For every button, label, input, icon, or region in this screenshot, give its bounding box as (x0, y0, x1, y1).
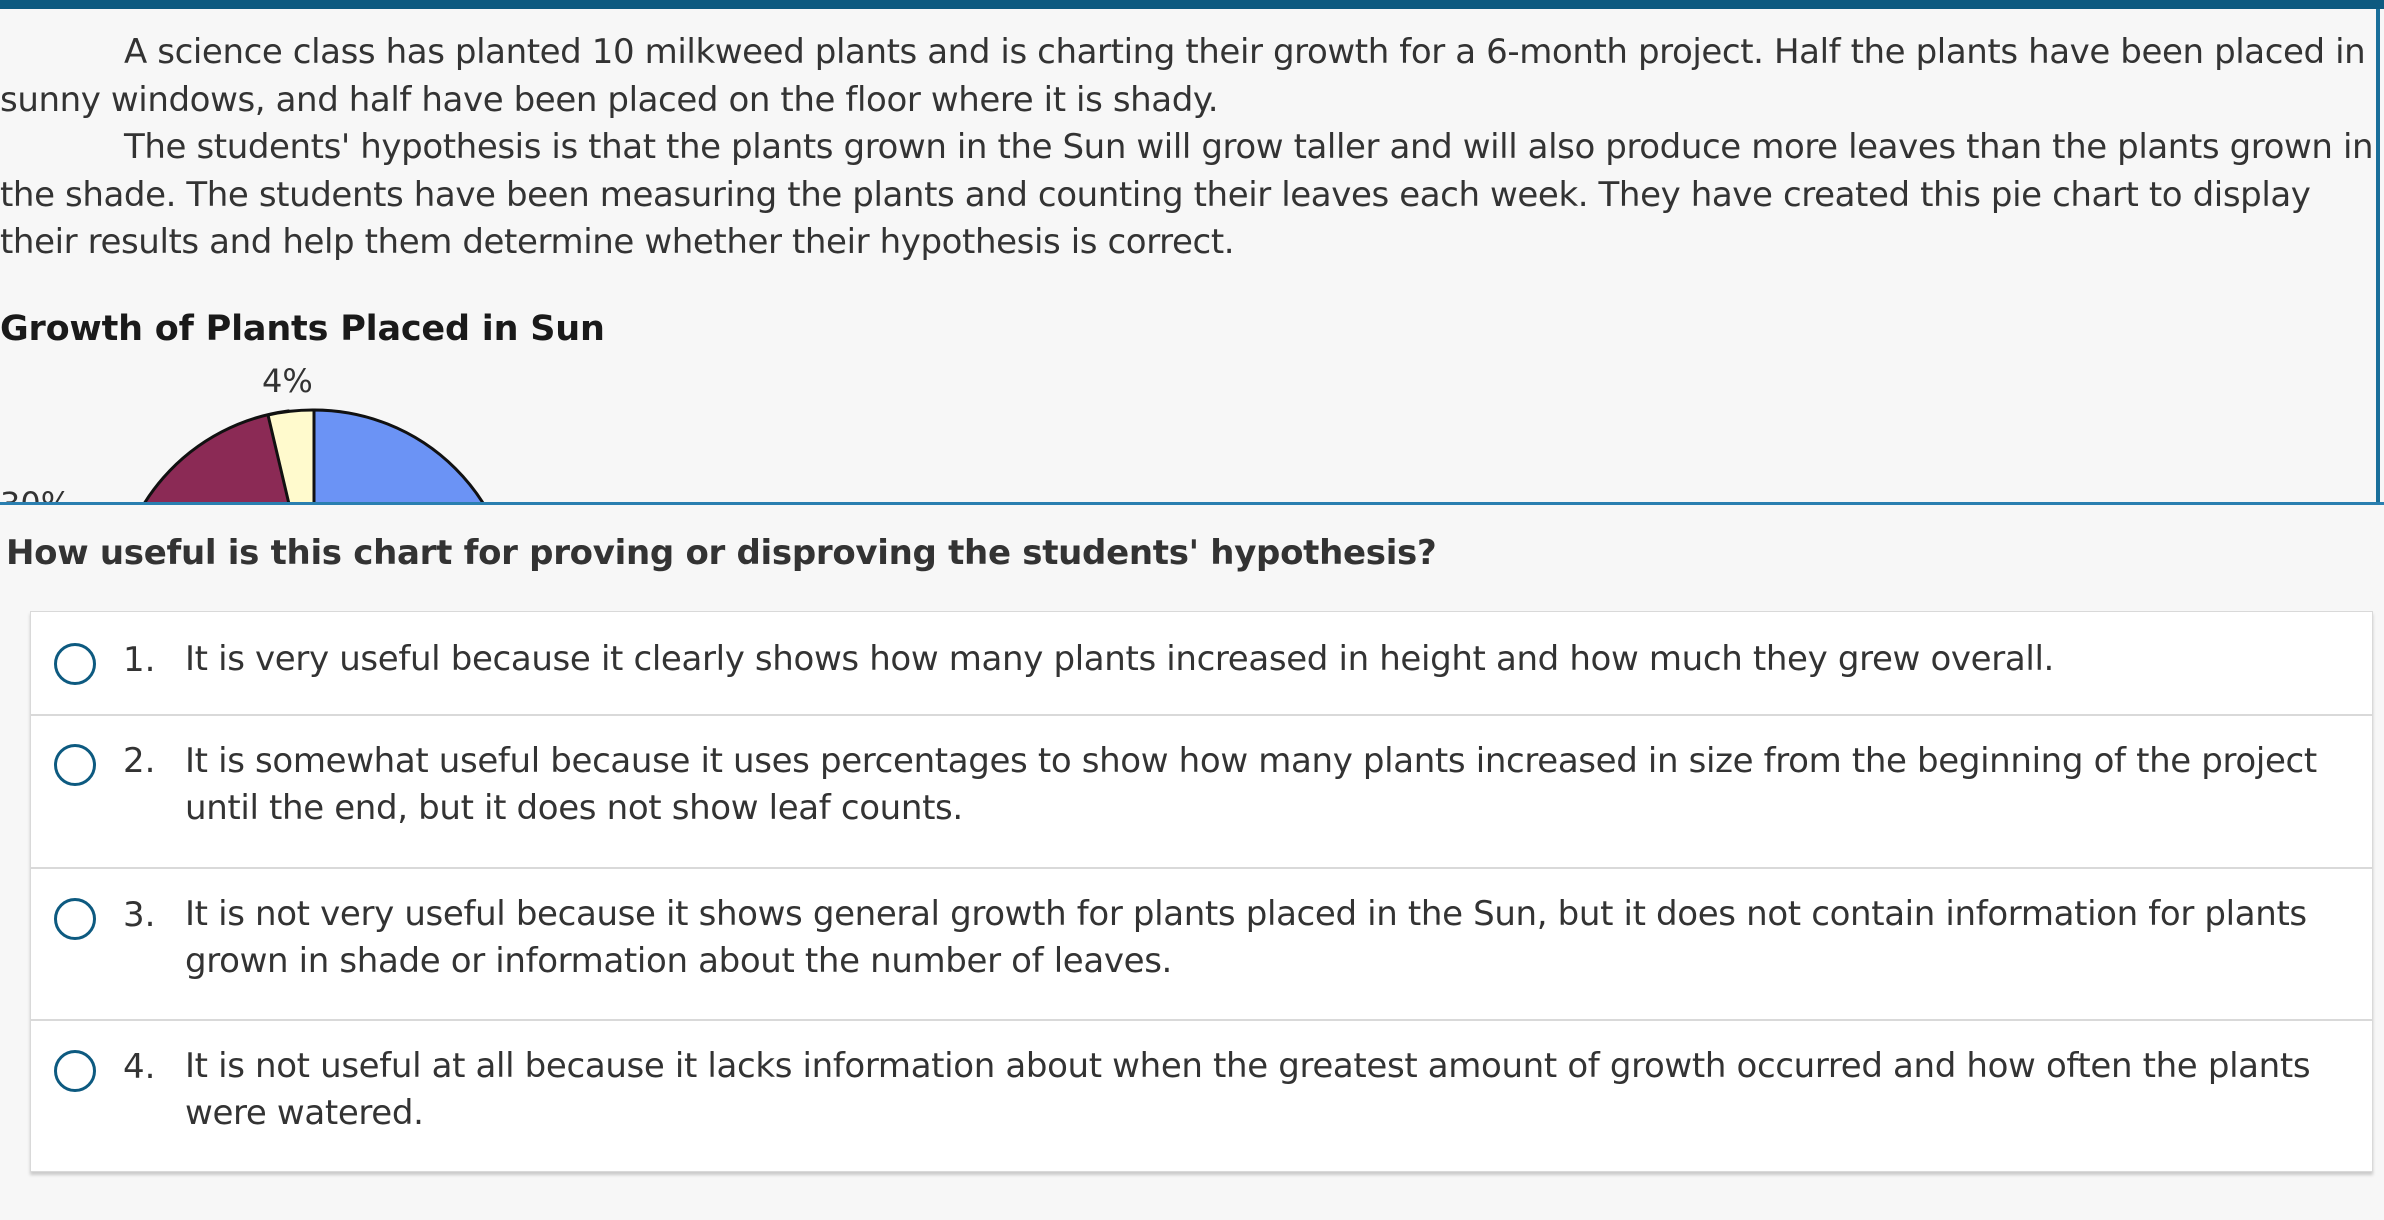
choice-text: It is not useful at all because it lacks information about when the greatest amount of growth occurred and how often the plants were watered. (185, 1046, 2311, 1133)
pie-label-30pct (0, 485, 71, 502)
choice-text: It is somewhat useful because it uses percentages to show how many plants increased in size from the beginning of the project until the end, but it does not show leaf counts. (185, 741, 2317, 828)
passage-paragraph-1: A science class has planted 10 milkweed plants and is charting their growth for a 6-month project. Half the plants have been placed in sunny windows, and half have been placed on the floor where it is shady. (0, 32, 2366, 120)
question-prompt: How useful is this chart for proving or disproving the students' hypothesis? (6, 533, 1437, 573)
pie-chart (0, 349, 600, 502)
choice-text: It is very useful because it clearly shows how many plants increased in height and how much they grew overall. (185, 639, 2055, 679)
radio-button-icon[interactable] (54, 1050, 96, 1092)
answer-choice-1[interactable] (31, 612, 2372, 716)
choice-number: 1. (123, 640, 156, 680)
pie-label-4pct: 4% (262, 362, 313, 400)
radio-button-icon[interactable] (54, 898, 96, 940)
radio-button-icon[interactable] (54, 643, 96, 685)
choice-number: 3. (123, 895, 156, 935)
radio-button-icon[interactable] (54, 744, 96, 786)
passage-scroll-region[interactable] (0, 9, 2380, 502)
question-area (0, 505, 2384, 1220)
top-accent-bar (0, 0, 2384, 9)
passage-paragraph-2: The students' hypothesis is that the plants grown in the Sun will grow taller and will also produce more leaves than the plants grown in the shade. The students have been measuring the plants and counting their leaves each week. They have created this pie chart to display their results and help them determine whether their hypothesis is correct. (0, 127, 2374, 262)
answer-choice-2[interactable] (31, 716, 2372, 869)
answer-choices (30, 611, 2373, 1172)
answer-choice-3[interactable] (31, 869, 2372, 1021)
passage-text (0, 29, 2376, 267)
choice-text: It is not very useful because it shows general growth for plants placed in the Sun, but it does not contain information for plants grown in shade or information about the number of leaves. (185, 894, 2307, 981)
answer-choice-4[interactable] (31, 1021, 2372, 1171)
chart-title: Growth of Plants Placed in Sun (0, 309, 605, 349)
pie-slice-large (314, 410, 514, 502)
choice-number: 2. (123, 741, 156, 781)
choice-number: 4. (123, 1047, 156, 1087)
